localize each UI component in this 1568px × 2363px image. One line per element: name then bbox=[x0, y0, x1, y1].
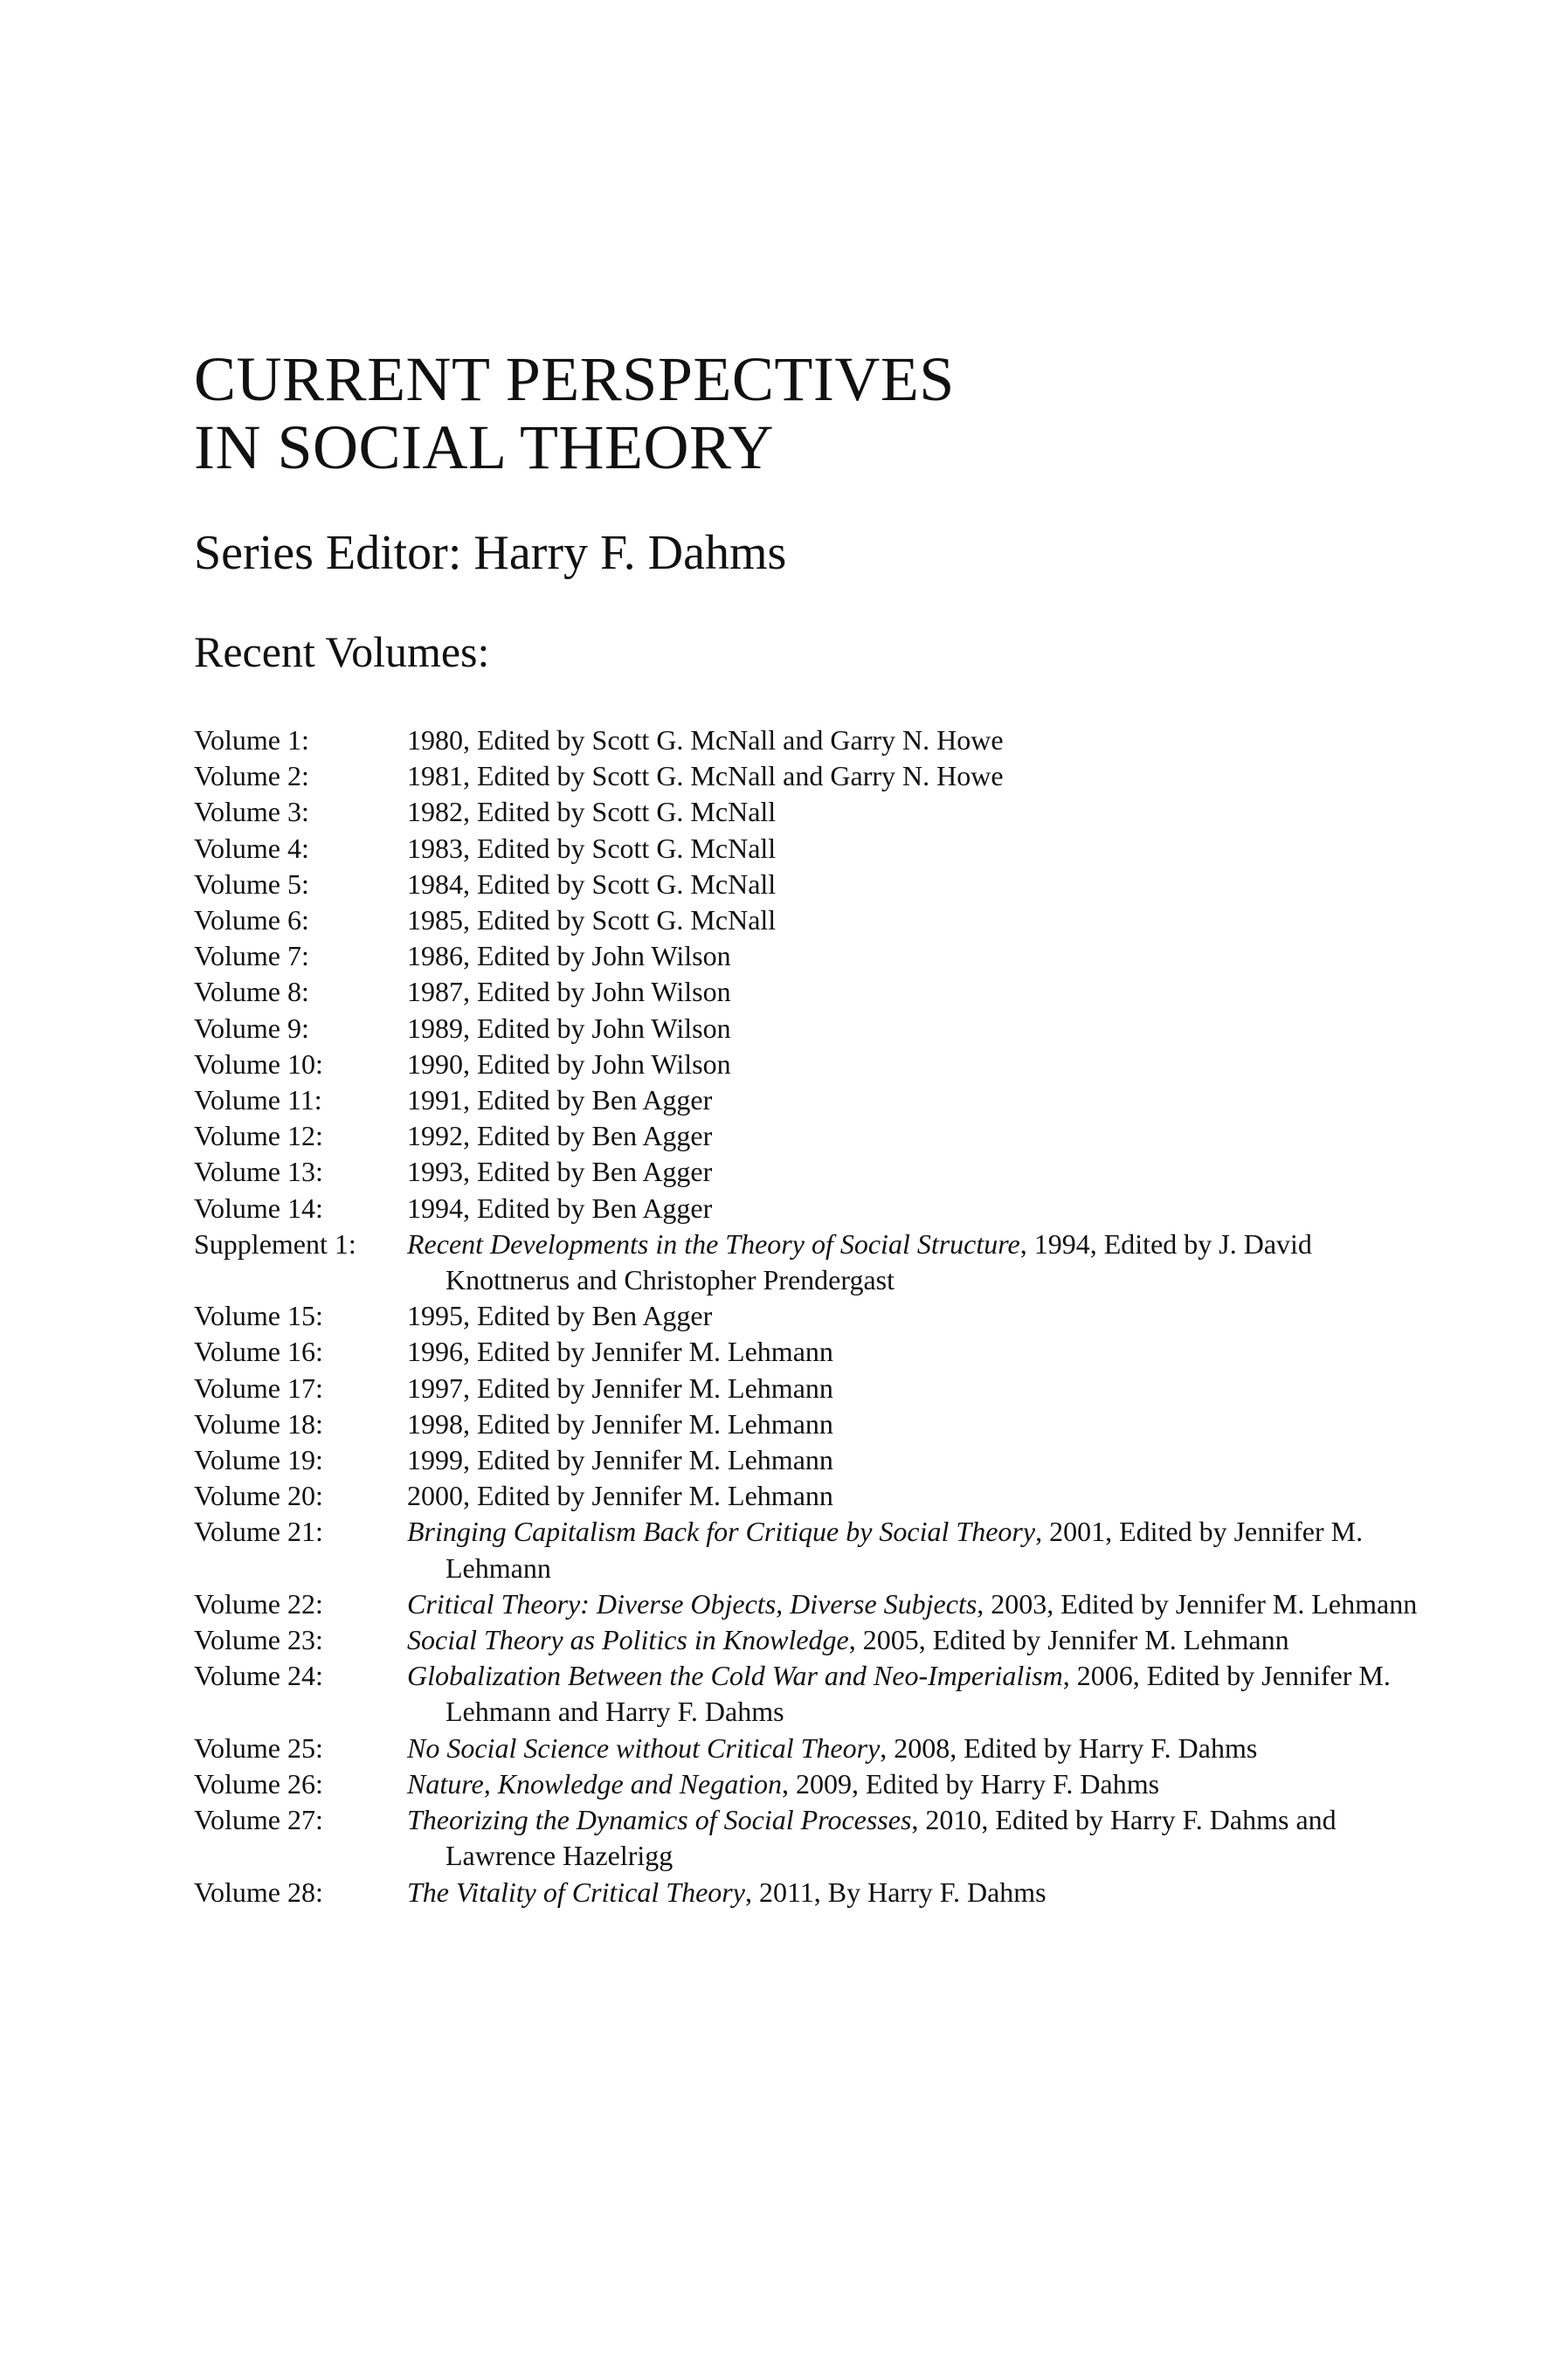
volume-details: 1984, Edited by Scott G. McNall bbox=[407, 867, 777, 900]
volume-entry bbox=[194, 1514, 1434, 1586]
volume-title: The Vitality of Critical Theory bbox=[407, 1876, 745, 1908]
volume-label: Volume 4: bbox=[194, 832, 309, 864]
volume-label: Volume 9: bbox=[194, 1012, 309, 1044]
volume-details: , 2009, Edited by Harry F. Dahms bbox=[782, 1767, 1160, 1800]
volume-label: Volume 7: bbox=[194, 940, 309, 972]
volume-label: Volume 15: bbox=[194, 1300, 323, 1332]
volume-description bbox=[407, 1191, 1434, 1226]
volume-description bbox=[407, 1658, 1434, 1730]
volume-description bbox=[407, 902, 1434, 938]
series-title-line-1: CURRENT PERSPECTIVES bbox=[194, 344, 955, 414]
volume-label: Volume 19: bbox=[194, 1444, 323, 1476]
volume-entry bbox=[194, 1406, 1434, 1442]
series-title bbox=[194, 345, 1434, 481]
volume-label: Supplement 1: bbox=[194, 1227, 356, 1260]
volume-entry bbox=[194, 1622, 1434, 1658]
volume-description bbox=[407, 1047, 1434, 1082]
volume-details: , 2006, Edited by Jennifer M. Lehmann and Harry F. Dahms bbox=[446, 1660, 1391, 1728]
volume-details: 1997, Edited by Jennifer M. Lehmann bbox=[407, 1372, 833, 1404]
volume-details: 1991, Edited by Ben Agger bbox=[407, 1084, 713, 1116]
volume-entry bbox=[194, 1011, 1434, 1047]
volume-description bbox=[407, 794, 1434, 830]
volume-details: 1992, Edited by Ben Agger bbox=[407, 1120, 713, 1152]
volume-entry bbox=[194, 722, 1434, 758]
volume-details: 1990, Edited by John Wilson bbox=[407, 1047, 731, 1080]
volume-details: , 2001, Edited by Jennifer M. Lehmann bbox=[446, 1516, 1364, 1584]
volume-entry bbox=[194, 1658, 1434, 1730]
volume-entry bbox=[194, 1226, 1434, 1298]
volume-label: Volume 11: bbox=[194, 1084, 322, 1116]
volume-entry bbox=[194, 938, 1434, 974]
volume-details: 1998, Edited by Jennifer M. Lehmann bbox=[407, 1407, 833, 1440]
volume-entry bbox=[194, 1586, 1434, 1622]
volume-title: Social Theory as Politics in Knowledge bbox=[407, 1624, 849, 1656]
volume-entry bbox=[194, 902, 1434, 938]
volume-label: Volume 22: bbox=[194, 1587, 323, 1620]
volume-entry bbox=[194, 1478, 1434, 1514]
volume-label: Volume 17: bbox=[194, 1372, 323, 1404]
volume-entry bbox=[194, 1802, 1434, 1874]
volume-description bbox=[407, 1371, 1434, 1406]
volume-label: Volume 16: bbox=[194, 1336, 323, 1368]
volume-description bbox=[407, 831, 1434, 867]
volume-label: Volume 10: bbox=[194, 1047, 323, 1080]
volume-entry bbox=[194, 1731, 1434, 1766]
volume-details: 1985, Edited by Scott G. McNall bbox=[407, 904, 777, 936]
volume-details: 1989, Edited by John Wilson bbox=[407, 1012, 731, 1044]
volume-details: 1999, Edited by Jennifer M. Lehmann bbox=[407, 1444, 833, 1476]
volume-label: Volume 14: bbox=[194, 1192, 323, 1224]
volume-list bbox=[194, 722, 1434, 1910]
volume-entry bbox=[194, 1766, 1434, 1802]
volume-label: Volume 28: bbox=[194, 1876, 323, 1908]
volume-entry bbox=[194, 1875, 1434, 1910]
volume-details: , 2008, Edited by Harry F. Dahms bbox=[880, 1731, 1258, 1764]
volume-label: Volume 26: bbox=[194, 1767, 323, 1800]
volume-entry bbox=[194, 831, 1434, 867]
volume-label: Volume 24: bbox=[194, 1660, 323, 1692]
volume-description bbox=[407, 722, 1434, 758]
volume-label: Volume 1: bbox=[194, 724, 309, 756]
volume-label: Volume 25: bbox=[194, 1731, 323, 1764]
volume-description bbox=[407, 1226, 1434, 1298]
volume-details: 1980, Edited by Scott G. McNall and Garry N. Howe bbox=[407, 724, 1004, 756]
volume-description bbox=[407, 974, 1434, 1010]
volume-description bbox=[407, 1478, 1434, 1514]
volume-label: Volume 8: bbox=[194, 976, 309, 1008]
volume-entry bbox=[194, 1082, 1434, 1118]
volume-details: 1996, Edited by Jennifer M. Lehmann bbox=[407, 1336, 833, 1368]
volume-label: Volume 23: bbox=[194, 1624, 323, 1656]
volume-title: Nature, Knowledge and Negation bbox=[407, 1767, 783, 1800]
volume-entry bbox=[194, 1191, 1434, 1226]
volume-entry bbox=[194, 1442, 1434, 1478]
recent-volumes-heading: Recent Volumes: bbox=[194, 627, 490, 676]
volume-description bbox=[407, 1875, 1434, 1910]
volume-description bbox=[407, 1011, 1434, 1047]
volume-description bbox=[407, 938, 1434, 974]
volume-title: Globalization Between the Cold War and Neo-Imperialism bbox=[407, 1660, 1063, 1692]
volume-description bbox=[407, 1118, 1434, 1154]
volume-label: Volume 5: bbox=[194, 867, 309, 900]
volume-entry bbox=[194, 758, 1434, 794]
volume-entry bbox=[194, 1047, 1434, 1082]
volume-details: 1986, Edited by John Wilson bbox=[407, 940, 731, 972]
volume-label: Volume 20: bbox=[194, 1480, 323, 1512]
volume-description bbox=[407, 758, 1434, 794]
volume-details: , 2010, Edited by Harry F. Dahms and Lawrence Hazelrigg bbox=[446, 1804, 1337, 1872]
volume-description bbox=[407, 1802, 1434, 1874]
volume-label: Volume 12: bbox=[194, 1120, 323, 1152]
volume-title: Theorizing the Dynamics of Social Processes bbox=[407, 1804, 912, 1836]
volume-entry bbox=[194, 1118, 1434, 1154]
volume-details: , 2011, By Harry F. Dahms bbox=[744, 1876, 1046, 1908]
volume-description bbox=[407, 1406, 1434, 1442]
volume-entry bbox=[194, 867, 1434, 902]
volume-details: 1983, Edited by Scott G. McNall bbox=[407, 832, 777, 864]
volume-entry bbox=[194, 1298, 1434, 1334]
volume-description bbox=[407, 1731, 1434, 1766]
volume-description bbox=[407, 1442, 1434, 1478]
volume-description bbox=[407, 1298, 1434, 1334]
volume-details: 1993, Edited by Ben Agger bbox=[407, 1156, 713, 1188]
volume-entry bbox=[194, 794, 1434, 830]
volume-details: 1987, Edited by John Wilson bbox=[407, 976, 731, 1008]
volume-label: Volume 21: bbox=[194, 1516, 323, 1548]
volume-details: 1994, Edited by Ben Agger bbox=[407, 1192, 713, 1224]
volume-title: Critical Theory: Diverse Objects, Diverse Subjects bbox=[407, 1587, 977, 1620]
volume-title: No Social Science without Critical Theory bbox=[407, 1731, 881, 1764]
volume-description bbox=[407, 867, 1434, 902]
volume-details: 2000, Edited by Jennifer M. Lehmann bbox=[407, 1480, 833, 1512]
volume-title: Recent Developments in the Theory of Social Structure bbox=[407, 1227, 1020, 1260]
series-editor: Series Editor: Harry F. Dahms bbox=[194, 526, 787, 580]
volume-entry bbox=[194, 1371, 1434, 1406]
volume-label: Volume 2: bbox=[194, 760, 309, 792]
volume-details: , 2003, Edited by Jennifer M. Lehmann bbox=[977, 1587, 1418, 1620]
series-page bbox=[194, 345, 1434, 1910]
volume-entry bbox=[194, 1334, 1434, 1370]
volume-description bbox=[407, 1766, 1434, 1802]
volume-details: 1995, Edited by Ben Agger bbox=[407, 1300, 713, 1332]
volume-entry bbox=[194, 974, 1434, 1010]
volume-details: , 1994, Edited by J. David Knottnerus and Christopher Prendergast bbox=[446, 1227, 1312, 1296]
volume-label: Volume 3: bbox=[194, 796, 309, 828]
volume-description bbox=[407, 1154, 1434, 1190]
volume-details: 1981, Edited by Scott G. McNall and Garry N. Howe bbox=[407, 760, 1004, 792]
volume-label: Volume 18: bbox=[194, 1407, 323, 1440]
volume-label: Volume 6: bbox=[194, 904, 309, 936]
volume-description bbox=[407, 1586, 1434, 1622]
series-title-line-2: IN SOCIAL THEORY bbox=[194, 412, 775, 482]
volume-description bbox=[407, 1334, 1434, 1370]
volume-description bbox=[407, 1082, 1434, 1118]
volume-title: Bringing Capitalism Back for Critique by Social Theory bbox=[407, 1516, 1036, 1548]
volume-details: , 2005, Edited by Jennifer M. Lehmann bbox=[848, 1624, 1289, 1656]
volume-description bbox=[407, 1622, 1434, 1658]
volume-details: 1982, Edited by Scott G. McNall bbox=[407, 796, 777, 828]
volume-label: Volume 27: bbox=[194, 1804, 323, 1836]
volume-entry bbox=[194, 1154, 1434, 1190]
volume-label: Volume 13: bbox=[194, 1156, 323, 1188]
volume-description bbox=[407, 1514, 1434, 1586]
